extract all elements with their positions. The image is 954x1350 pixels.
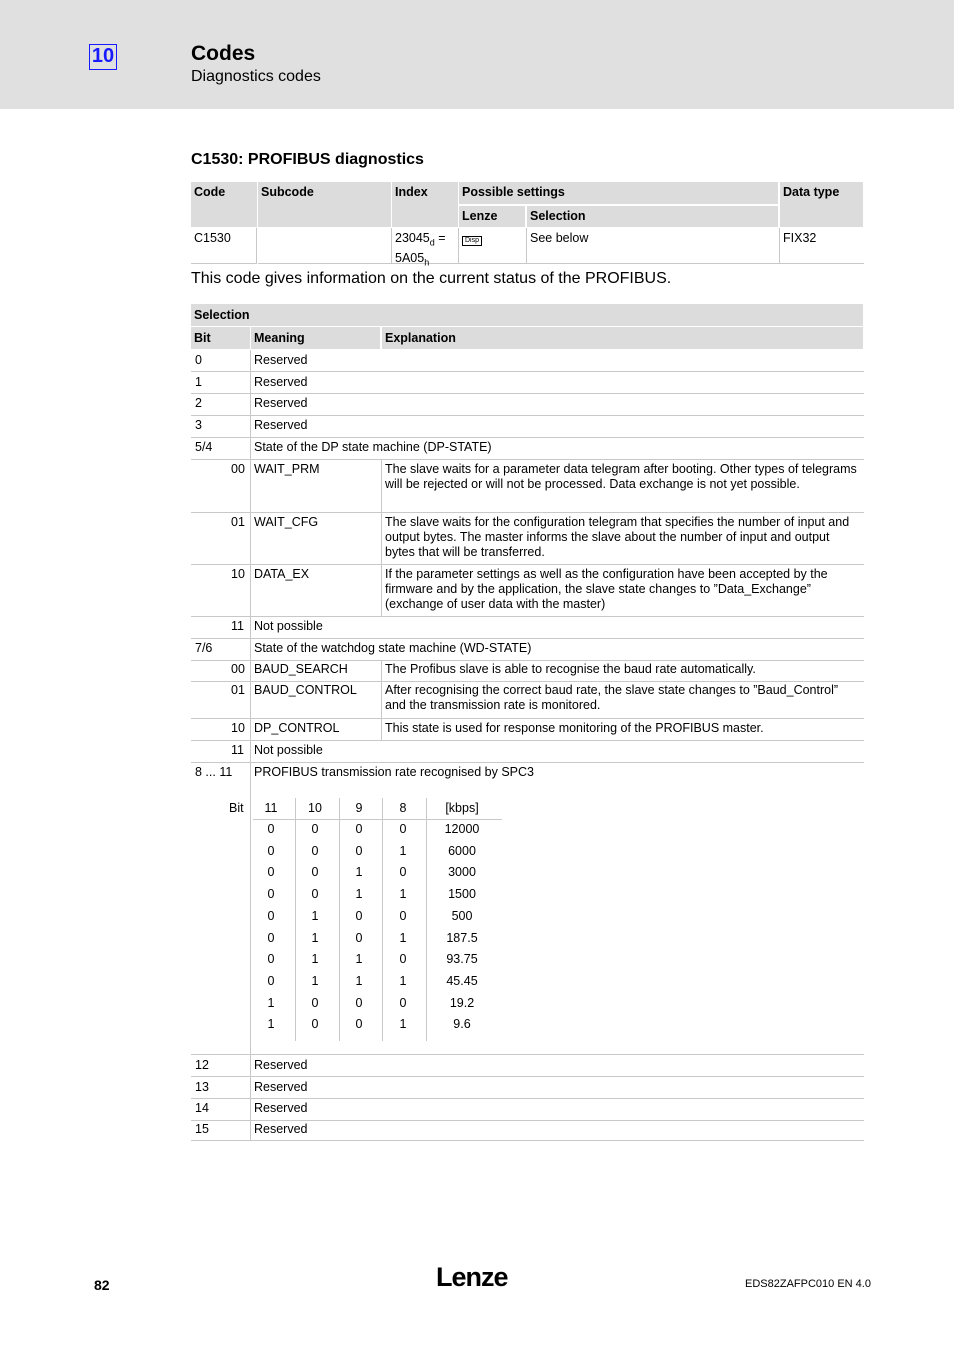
rate-bit-value: 1 <box>267 1017 275 1032</box>
cell-divider <box>381 661 382 681</box>
rate-bit-value: 0 <box>267 887 275 902</box>
header-bit: Bit <box>191 327 250 349</box>
row-meaning: DATA_EX <box>254 567 310 581</box>
rate-bit-value: 0 <box>399 865 407 880</box>
rate-divider <box>426 798 427 1041</box>
row-explanation: If the parameter settings as well as the configuration have been accepted by the firmware and by the application, the slave state changes to ”Data_Exchange” (exchange of user data with the master) <box>385 567 828 611</box>
table-row <box>191 1121 864 1141</box>
table-row <box>191 1077 864 1099</box>
rate-bit-value: 1 <box>267 995 275 1010</box>
header-data-type: Data type <box>780 182 863 227</box>
row-bit: 2 <box>195 396 202 410</box>
table-row <box>191 416 864 438</box>
row-bit: 10 <box>231 567 245 581</box>
cell-divider <box>381 682 382 718</box>
rate-bit-value: 0 <box>267 822 275 836</box>
rate-bit-value: 0 <box>399 952 407 967</box>
row-meaning: Reserved <box>254 1058 308 1072</box>
rate-bit-value: 1 <box>311 973 319 988</box>
rate-header-col: 8 <box>399 801 407 815</box>
rate-bit-value: 1 <box>311 930 319 945</box>
rate-bit-value: 0 <box>267 865 275 880</box>
rate-header-rule <box>253 819 502 820</box>
index-dec: 23045 <box>395 231 430 245</box>
rate-bit-value: 0 <box>267 843 275 858</box>
header-meaning: Meaning <box>251 327 380 349</box>
table-row <box>191 617 864 639</box>
rate-bit-value: 0 <box>399 822 407 836</box>
rate-bit-value: 1 <box>399 973 407 988</box>
rate-kbps-value: 3000 <box>448 865 476 880</box>
row-bit: 11 <box>231 619 244 633</box>
row-meaning: Reserved <box>254 1122 308 1136</box>
selection-title: Selection <box>191 304 863 326</box>
rate-bit-value: 1 <box>399 843 407 858</box>
row-meaning: Reserved <box>254 353 308 367</box>
row-meaning: Not possible <box>254 619 323 633</box>
cell-divider <box>381 460 382 512</box>
table-row <box>191 513 864 565</box>
rate-bit-value: 1 <box>311 952 319 967</box>
chapter-subtitle: Diagnostics codes <box>191 68 321 85</box>
rate-kbps-value: 187.5 <box>446 930 478 945</box>
page-header <box>0 0 954 109</box>
table-row <box>191 394 864 416</box>
row-bit: 00 <box>231 662 245 676</box>
row-bit: 00 <box>231 462 245 476</box>
rate-bit-value: 0 <box>267 973 275 988</box>
row-bit: 14 <box>195 1101 209 1115</box>
rate-kbps-value: 1500 <box>448 887 476 902</box>
row-bit: 15 <box>195 1122 209 1136</box>
table-row <box>191 763 864 1055</box>
table-row <box>191 682 864 719</box>
row-explanation: After recognising the correct baud rate, the slave state changes to ”Baud_Control” and the transmission rate is monitored. <box>385 683 839 712</box>
rate-kbps-value: 500 <box>451 908 473 923</box>
data-type-value: FIX32 <box>780 228 864 264</box>
row-explanation: The Profibus slave is able to recognise the baud rate automatically. <box>385 662 756 676</box>
table-row <box>191 350 864 372</box>
row-meaning: Not possible <box>254 743 323 757</box>
rate-divider <box>382 798 383 1041</box>
rate-header-col: 9 <box>355 801 363 815</box>
rate-bit-value: 0 <box>311 887 319 902</box>
rate-bit-value: 0 <box>311 843 319 858</box>
rate-bit-value: 1 <box>311 908 319 923</box>
index-dec-sub: d <box>429 237 435 248</box>
row-meaning: WAIT_PRM <box>254 462 320 476</box>
row-meaning: PROFIBUS transmission rate recognised by SPC3 <box>254 765 534 779</box>
row-bit: 7/6 <box>195 641 213 655</box>
rate-bit-value: 1 <box>355 865 363 880</box>
rate-bit-value: 0 <box>355 930 363 945</box>
index-eq: = <box>434 231 446 245</box>
row-bit: 8 ... 11 <box>195 765 233 779</box>
rate-header-col: 10 <box>308 801 322 815</box>
section-title: C1530: PROFIBUS diagnostics <box>191 151 424 168</box>
table-row <box>191 741 864 763</box>
row-explanation: This state is used for response monitoring of the PROFIBUS master. <box>385 721 764 735</box>
rate-divider <box>295 798 296 1041</box>
rate-bit-value: 1 <box>355 973 363 988</box>
table-row <box>191 565 864 617</box>
rate-kbps-value: 9.6 <box>453 1017 471 1032</box>
rate-header-col: 11 <box>264 801 278 815</box>
header-selection: Selection <box>527 206 778 227</box>
cell-divider <box>381 565 382 616</box>
rate-bit-value: 0 <box>355 908 363 923</box>
row-meaning: Reserved <box>254 1080 308 1094</box>
rate-bit-value: 0 <box>267 930 275 945</box>
row-meaning: Reserved <box>254 1101 308 1115</box>
rate-bit-value: 1 <box>355 887 363 902</box>
rate-bit-value: 0 <box>399 995 407 1010</box>
rate-kbps-value: 93.75 <box>446 952 478 967</box>
table-row <box>191 460 864 513</box>
table-row <box>191 1055 864 1077</box>
row-meaning: Reserved <box>254 418 308 432</box>
row-bit: 1 <box>195 375 202 389</box>
display-icon: Disp <box>462 236 482 246</box>
rate-bit-value: 0 <box>311 995 319 1010</box>
row-bit: 5/4 <box>195 440 213 454</box>
header-lenze: Lenze <box>459 206 525 227</box>
row-bit: 12 <box>195 1058 209 1072</box>
chapter-title: Codes <box>191 42 256 65</box>
cell-divider <box>381 719 382 740</box>
intro-text: This code gives information on the current status of the PROFIBUS. <box>191 270 672 287</box>
table-row <box>191 639 864 661</box>
rate-bit-value: 1 <box>399 887 407 902</box>
rate-bit-value: 0 <box>355 995 363 1010</box>
row-explanation: The slave waits for the configuration telegram that specifies the number of input and output bytes. The master informs the slave about the number of input and output bytes that will be transferred. <box>385 515 850 559</box>
table-row <box>191 438 864 460</box>
row-bit: 01 <box>231 515 245 529</box>
code-value: C1530 <box>191 228 257 264</box>
selection-value: See below <box>527 228 780 264</box>
row-bit: 10 <box>231 721 245 735</box>
header-code: Code <box>191 182 257 227</box>
rate-kbps-value: 12000 <box>444 822 480 836</box>
rate-bit-value: 0 <box>311 1017 319 1032</box>
rate-kbps-value: 19.2 <box>449 995 475 1010</box>
header-index: Index <box>392 182 458 227</box>
rate-bit-value: 0 <box>267 952 275 967</box>
row-meaning: State of the watchdog state machine (WD-STATE) <box>254 641 532 655</box>
rate-header-bit: Bit <box>229 801 244 815</box>
rate-kbps-value: 45.45 <box>446 973 478 988</box>
rate-bit-value: 0 <box>355 843 363 858</box>
page-number: 82 <box>94 1277 110 1293</box>
row-bit: 01 <box>231 683 245 697</box>
row-meaning: DP_CONTROL <box>254 721 340 735</box>
table-row <box>191 372 864 394</box>
row-meaning: BAUD_SEARCH <box>254 662 348 676</box>
row-explanation: The slave waits for a parameter data telegram after booting. Other types of telegrams will be rejected or will not be processed. Data exchange is not yet possible. <box>385 462 857 491</box>
row-bit: 0 <box>195 353 202 367</box>
index-value <box>392 228 459 267</box>
row-meaning: BAUD_CONTROL <box>254 683 357 697</box>
rate-bit-value: 0 <box>311 822 319 836</box>
subcode-value <box>258 228 392 264</box>
rate-bit-value: 0 <box>267 908 275 923</box>
table-row <box>191 661 864 682</box>
rate-bit-value: 1 <box>399 1017 407 1032</box>
rate-kbps-value: 6000 <box>448 843 476 858</box>
rate-bit-value: 0 <box>355 1017 363 1032</box>
header-explanation: Explanation <box>382 327 863 349</box>
rate-bit-value: 0 <box>311 865 319 880</box>
lenze-logo: Lenze <box>436 1262 508 1292</box>
row-bit: 13 <box>195 1080 209 1094</box>
rate-divider <box>339 798 340 1041</box>
row-bit: 3 <box>195 418 202 432</box>
table-row <box>191 1099 864 1121</box>
table-row <box>191 719 864 741</box>
row-meaning: Reserved <box>254 396 308 410</box>
rate-bit-value: 1 <box>399 930 407 945</box>
document-id: EDS82ZAFPC010 EN 4.0 <box>745 1278 871 1290</box>
cell-divider <box>381 513 382 564</box>
rate-bit-value: 1 <box>355 952 363 967</box>
header-subcode: Subcode <box>258 182 391 227</box>
header-possible-settings: Possible settings <box>459 182 778 204</box>
row-meaning: WAIT_CFG <box>254 515 319 529</box>
row-bit: 11 <box>231 743 244 757</box>
index-hex: 5A05 <box>395 250 425 265</box>
rate-bit-value: 0 <box>355 822 363 836</box>
rate-header-kbps: [kbps] <box>445 801 479 815</box>
chapter-number[interactable]: 10 <box>89 44 117 70</box>
row-meaning: Reserved <box>254 375 308 389</box>
row-meaning: State of the DP state machine (DP-STATE) <box>254 440 492 454</box>
lenze-value <box>459 228 527 264</box>
index-hex-sub: h <box>424 257 430 267</box>
rate-bit-value: 0 <box>399 908 407 923</box>
